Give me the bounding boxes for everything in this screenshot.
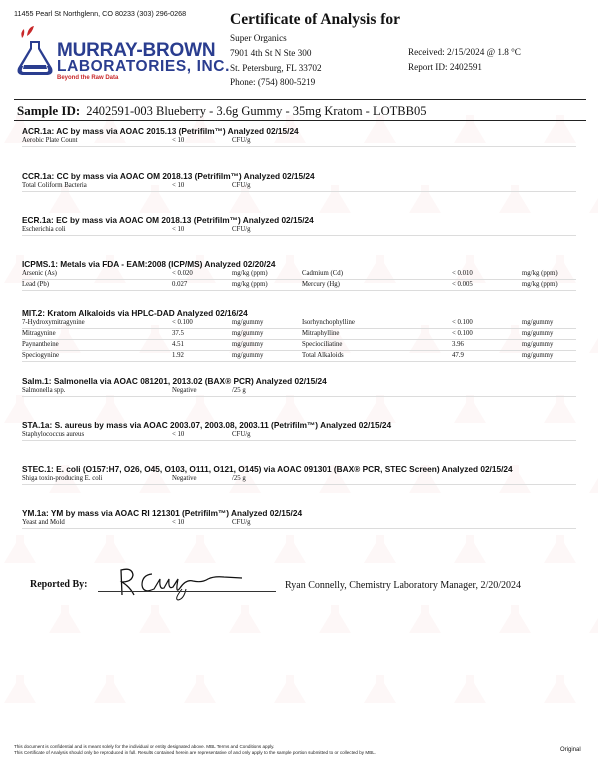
result-row	[22, 340, 576, 351]
analyte-unit: mg/kg (ppm)	[522, 270, 558, 277]
analyte-result: < 10	[172, 226, 185, 233]
analyte-result: < 10	[172, 519, 185, 526]
sample-id-label: Sample ID:	[17, 103, 81, 118]
analyte-result: 37.5	[172, 330, 184, 337]
result-row	[22, 136, 576, 147]
test-section-ccr	[22, 171, 576, 192]
lab-logo	[14, 24, 230, 84]
section-title: STEC.1: E. coli (O157:H7, O26, O45, O103, O111, O121, O145) via AOAC 091301 (BAX® PCR, STEC Screen) Analyzed 02/15/24	[22, 464, 513, 474]
analyte-name: Total Alkaloids	[302, 352, 344, 359]
section-title: YM.1a: YM by mass via AOAC RI 121301 (Petrifilm™) Analyzed 02/15/24	[22, 508, 303, 518]
signature-line	[98, 591, 276, 592]
test-section-acr	[22, 126, 576, 147]
analyte-result: 4.51	[172, 341, 184, 348]
original-label: Original	[560, 747, 581, 753]
client-city: St. Petersburg, FL 33702	[230, 62, 322, 73]
analyte-name: Total Coliform Bacteria	[22, 182, 87, 189]
section-title: CCR.1a: CC by mass via AOAC OM 2018.13 (Petrifilm™) Analyzed 02/15/24	[22, 171, 315, 181]
analyte-result: < 10	[172, 137, 185, 144]
analyte-unit: CFU/g	[232, 182, 251, 189]
analyte-unit: mg/kg (ppm)	[522, 281, 558, 288]
test-section-yeast-mold	[22, 508, 576, 529]
handwritten-signature	[112, 565, 262, 601]
result-row	[22, 280, 576, 291]
section-title: MIT.2: Kratom Alkaloids via HPLC-DAD Analyzed 02/16/24	[22, 308, 248, 318]
result-row	[22, 518, 576, 529]
result-row	[22, 181, 576, 192]
logo-name-line1: MURRAY-BROWN	[57, 40, 216, 61]
document-title: Certificate of Analysis for	[230, 11, 401, 28]
signature-block	[0, 565, 598, 615]
analyte-unit: mg/kg (ppm)	[232, 281, 268, 288]
sample-id-value: 2402591-003 Blueberry - 3.6g Gummy - 35mg Kratom - LOTBB05	[86, 104, 427, 118]
analyte-result: Negative	[172, 387, 197, 394]
analyte-result: < 0.100	[452, 319, 473, 326]
analyte-result: < 0.020	[172, 270, 193, 277]
section-title: ACR.1a: AC by mass via AOAC 2015.13 (Petrifilm™) Analyzed 02/15/24	[22, 126, 299, 136]
result-row	[22, 225, 576, 236]
flask-icon	[14, 24, 56, 80]
test-section-kratom	[22, 308, 576, 362]
analyte-result: 0.027	[172, 281, 188, 288]
analyte-result: 1.92	[172, 352, 184, 359]
analyte-unit: CFU/g	[232, 226, 251, 233]
logo-tagline: Beyond the Raw Data	[57, 75, 119, 81]
analyte-unit: mg/gummy	[232, 341, 264, 348]
analyte-name: Cadmium (Cd)	[302, 270, 343, 277]
analyte-unit: /25 g	[232, 387, 246, 394]
analyte-unit: mg/gummy	[522, 330, 554, 337]
analyte-name: Mercury (Hg)	[302, 281, 340, 288]
analyte-name: 7-Hydroxymitragynine	[22, 319, 85, 326]
analyte-unit: mg/gummy	[522, 341, 554, 348]
result-row	[22, 474, 576, 485]
logo-name-line2: LABORATORIES, INC.	[57, 58, 230, 75]
analyte-name: Aerobic Plate Count	[22, 137, 78, 144]
report-id: Report ID: 2402591	[408, 61, 483, 72]
client-street: 7901 4th St N Ste 300	[230, 47, 312, 58]
analyte-unit: mg/kg (ppm)	[232, 270, 268, 277]
test-section-ecr	[22, 215, 576, 236]
analyte-name: Mitraphylline	[302, 330, 340, 337]
analyte-unit: mg/gummy	[522, 319, 554, 326]
analyte-result: Negative	[172, 475, 197, 482]
analyte-unit: mg/gummy	[232, 330, 264, 337]
analyte-unit: CFU/g	[232, 431, 251, 438]
sample-id-line	[17, 103, 426, 119]
analyte-name: Paynantheine	[22, 341, 59, 348]
receipt-block	[408, 45, 521, 75]
analyte-name: Speciogynine	[22, 352, 59, 359]
analyte-name: Arsenic (As)	[22, 270, 57, 277]
section-title: ICPMS.1: Metals via FDA - EAM:2008 (ICP/MS) Analyzed 02/20/24	[22, 259, 276, 269]
disclaimer-line: This document is confidential and is meant solely for the individual or entity designated above. MBL Terms and Conditions apply.	[14, 744, 275, 749]
analyte-name: Speciociliatine	[302, 341, 343, 348]
footer-disclaimer	[14, 744, 376, 756]
analyte-result: < 10	[172, 431, 185, 438]
analyte-unit: CFU/g	[232, 137, 251, 144]
result-row	[22, 318, 576, 329]
analyte-name: Salmonella spp.	[22, 387, 66, 394]
analyte-unit: mg/gummy	[522, 352, 554, 359]
sample-divider	[14, 120, 586, 121]
analyte-result: < 0.100	[172, 319, 193, 326]
analyte-name: Lead (Pb)	[22, 281, 49, 288]
analyte-name: Escherichia coli	[22, 226, 66, 233]
result-row	[22, 329, 576, 340]
analyte-name: Mitragynine	[22, 330, 56, 337]
client-name: Super Organics	[230, 33, 287, 43]
section-title: ECR.1a: EC by mass via AOAC OM 2018.13 (Petrifilm™) Analyzed 02/15/24	[22, 215, 314, 225]
analyte-name: Shiga toxin-producing E. coli	[22, 475, 103, 482]
analyte-result: 3.96	[452, 341, 464, 348]
test-section-saureus	[22, 420, 576, 441]
analyte-result: < 10	[172, 182, 185, 189]
result-row	[22, 351, 576, 362]
analyte-unit: /25 g	[232, 475, 246, 482]
analyte-name: Isorhynchophylline	[302, 319, 355, 326]
reported-by-label: Reported By:	[30, 579, 88, 590]
analyte-name: Staphylococcus aureus	[22, 431, 85, 438]
received-date: Received: 2/15/2024 @ 1.8 °C	[408, 47, 521, 57]
analyte-unit: mg/gummy	[232, 319, 264, 326]
header-divider	[14, 99, 586, 100]
result-row	[22, 386, 576, 397]
client-phone: Phone: (754) 800-5219	[230, 77, 316, 88]
analyte-result: < 0.005	[452, 281, 473, 288]
lab-address: 11455 Pearl St Northglenn, CO 80233 (303) 296-0268	[14, 9, 187, 18]
test-section-stec	[22, 464, 576, 485]
client-address-block	[230, 31, 322, 90]
analyte-result: < 0.100	[452, 330, 473, 337]
result-row	[22, 269, 576, 280]
section-title: Salm.1: Salmonella via AOAC 081201, 2013.02 (BAX® PCR) Analyzed 02/15/24	[22, 376, 327, 386]
disclaimer-line: This Certificate of Analysis should only be reproduced in full. Results contained herein are representative of and only apply to the sample portion submitted to or collected by MBL.	[14, 750, 377, 756]
test-section-metals	[22, 259, 576, 291]
test-section-salmonella	[22, 376, 576, 397]
analyte-result: < 0.010	[452, 270, 473, 277]
signer-name: Ryan Connelly, Chemistry Laboratory Manager, 2/20/2024	[285, 580, 522, 591]
analyte-unit: CFU/g	[232, 519, 251, 526]
analyte-unit: mg/gummy	[232, 352, 264, 359]
section-title: STA.1a: S. aureus by mass via AOAC 2003.07, 2003.08, 2003.11 (Petrifilm™) Analyzed 02/15/24	[22, 420, 392, 430]
analyte-name: Yeast and Mold	[22, 519, 65, 526]
analyte-result: 47.9	[452, 352, 464, 359]
result-row	[22, 430, 576, 441]
